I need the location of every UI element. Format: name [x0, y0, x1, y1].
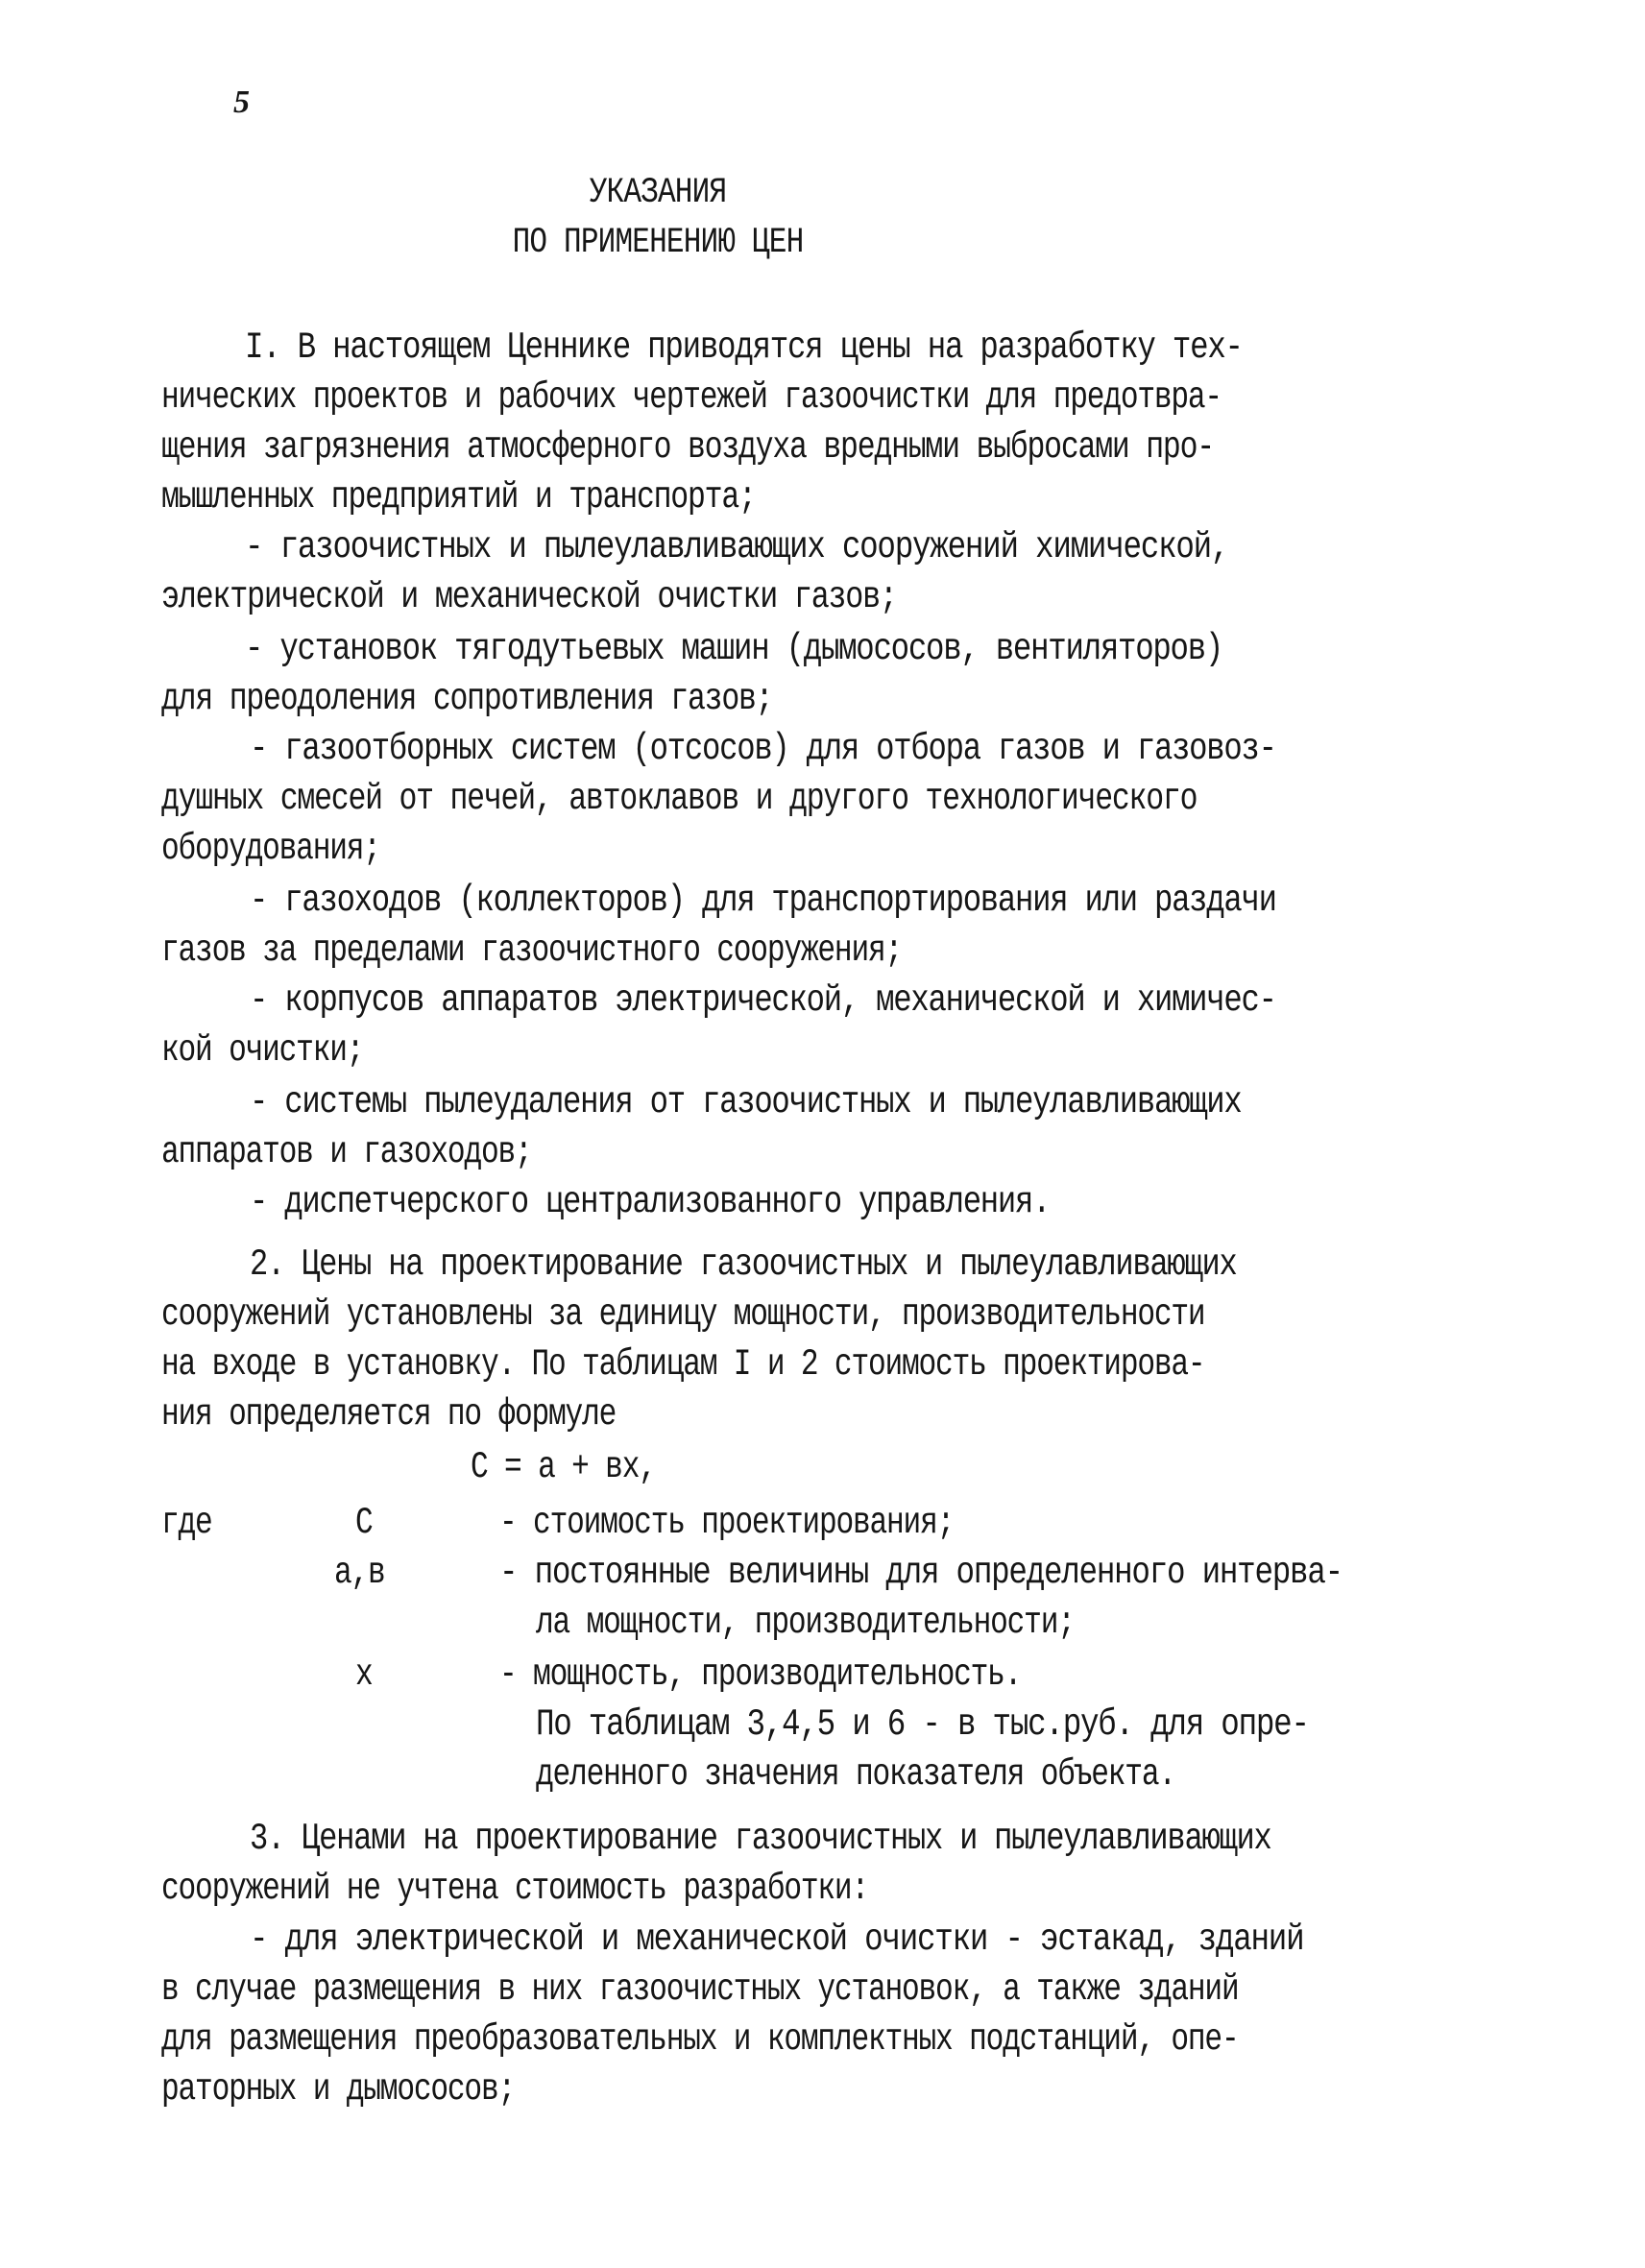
list-item-7-line-1: - диспетчерского централизованного управления.	[250, 1181, 1051, 1223]
variable-a-b-definition-line-1: - постоянные величины для определенного интерва-	[499, 1552, 1343, 1594]
variable-a-b-definition-line-2: ла мощности, производительности;	[536, 1602, 1075, 1644]
paragraph-3-line-2: сооружений не учтена стоимость разработки:	[161, 1868, 868, 1910]
list-item-6-line-1: - системы пылеудаления от газоочистных и пылеулавливающих	[250, 1081, 1242, 1123]
paragraph-2-line-4: ния определяется по формуле	[161, 1393, 617, 1436]
list-item-5-line-2: кой очистки;	[161, 1029, 364, 1072]
title-line-1: УКАЗАНИЯ	[589, 173, 727, 213]
tables-note-line-2: деленного значения показателя объекта.	[536, 1753, 1175, 1796]
list-item-8-line-4: раторных и дымососов;	[161, 2068, 515, 2111]
list-item-3-line-2: душных смесей от печей, автоклавов и другого технологического	[161, 778, 1197, 820]
paragraph-2-line-3: на входе в установку. По таблицам I и 2 стоимость проектирова-	[161, 1343, 1205, 1386]
list-item-4-line-2: газов за пределами газоочистного сооружения;	[161, 929, 903, 972]
variable-c: С	[355, 1502, 373, 1544]
paragraph-1-line-3: щения загрязнения атмосферного воздуха вредными выбросами про-	[161, 426, 1214, 469]
variable-x: х	[355, 1653, 373, 1696]
list-item-6-line-2: аппаратов и газоходов;	[161, 1131, 532, 1173]
list-item-1-line-1: - газоочистных и пылеулавливающих сооружений химической,	[245, 526, 1229, 568]
tables-note-line-1: По таблицам 3,4,5 и 6 - в тыс.руб. для опре-	[536, 1703, 1309, 1746]
formula: С = а + вх,	[471, 1446, 656, 1488]
where-label: где	[161, 1502, 212, 1544]
list-item-1-line-2: электрической и механической очистки газов;	[161, 576, 897, 618]
list-item-8-line-2: в случае размещения в них газоочистных установок, а также зданий	[161, 1968, 1239, 2011]
paragraph-2-line-1: 2. Цены на проектирование газоочистных и пылеулавливающих	[250, 1243, 1237, 1286]
paragraph-1-line-2: нических проектов и рабочих чертежей газоочистки для предотвра-	[161, 376, 1222, 419]
paragraph-2-line-2: сооружений установлены за единицу мощности, производительности	[161, 1293, 1205, 1336]
paragraph-3-line-1: 3. Ценами на проектирование газоочистных и пылеулавливающих	[250, 1818, 1271, 1860]
variable-x-definition: - мощность, производительность.	[499, 1653, 1022, 1696]
list-item-5-line-1: - корпусов аппаратов электрической, механической и химичес-	[250, 979, 1276, 1022]
list-item-3-line-1: - газоотборных систем (отсосов) для отбора газов и газовоз-	[250, 728, 1276, 770]
variable-a-b: а,в	[334, 1552, 385, 1594]
paragraph-1-line-1: I. В настоящем Ценнике приводятся цены на разработку тех-	[245, 326, 1243, 369]
list-item-3-line-3: оборудования;	[161, 828, 380, 870]
paragraph-1-line-4: мышленных предприятий и транспорта;	[161, 476, 756, 519]
variable-c-definition: - стоимость проектирования;	[499, 1502, 955, 1544]
list-item-2-line-2: для преодоления сопротивления газов;	[161, 678, 773, 720]
list-item-2-line-1: - установок тягодутьевых машин (дымососов, вентиляторов)	[245, 628, 1223, 670]
list-item-4-line-1: - газоходов (коллекторов) для транспортирования или раздачи	[250, 880, 1276, 922]
page-number: 5	[233, 84, 250, 120]
list-item-8-line-3: для размещения преобразовательных и комплектных подстанций, опе-	[161, 2018, 1239, 2061]
list-item-8-line-1: - для электрической и механической очистки - эстакад, зданий	[250, 1918, 1304, 1961]
title-line-2: ПО ПРИМЕНЕНИЮ ЦЕН	[512, 223, 804, 263]
